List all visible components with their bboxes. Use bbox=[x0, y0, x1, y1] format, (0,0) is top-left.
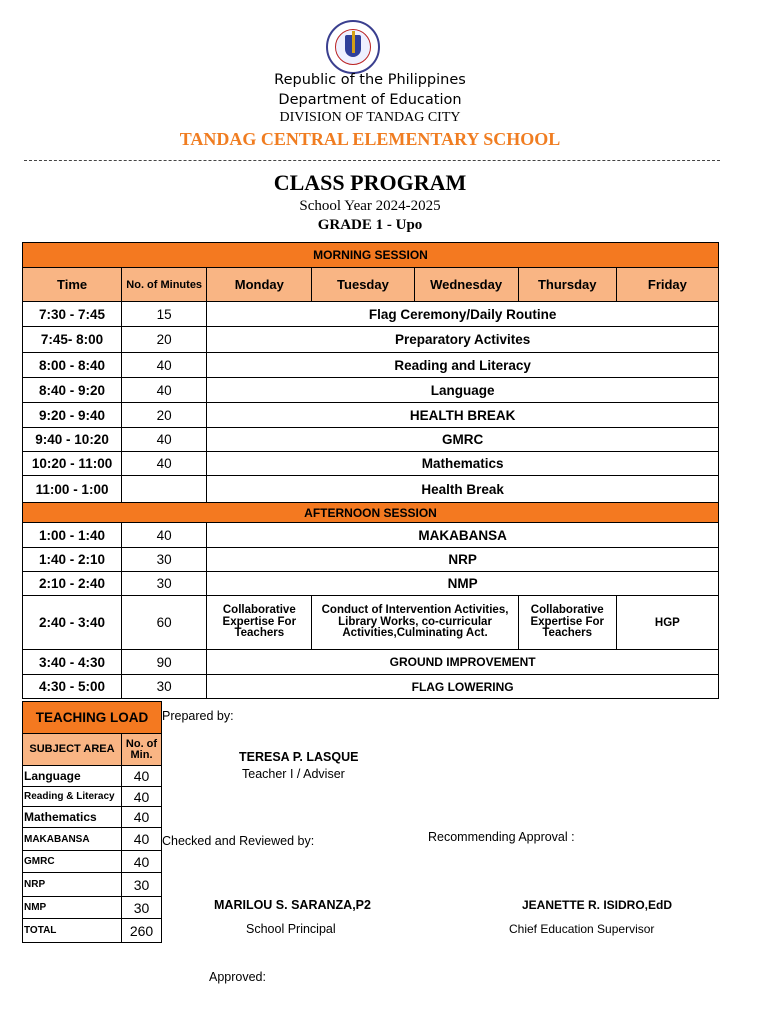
table-row bbox=[23, 572, 719, 596]
table-row bbox=[23, 378, 719, 403]
teaching-load-title: TEACHING LOAD bbox=[23, 702, 162, 734]
subject-cell: Mathematics bbox=[207, 452, 719, 476]
load-minutes: 40 bbox=[122, 851, 162, 873]
load-minutes: 40 bbox=[122, 828, 162, 851]
load-minutes: 40 bbox=[122, 787, 162, 807]
col-tuesday: Tuesday bbox=[312, 268, 414, 302]
time-cell: 9:40 - 10:20 bbox=[23, 428, 122, 452]
load-subject: GMRC bbox=[23, 851, 122, 873]
subject-cell: Preparatory Activites bbox=[207, 327, 719, 353]
subject-cell: NMP bbox=[207, 572, 719, 596]
subject-cell: Reading and Literacy bbox=[207, 353, 719, 378]
table-row bbox=[23, 650, 719, 675]
load-minutes: 40 bbox=[122, 807, 162, 828]
school-name: TANDAG CENTRAL ELEMENTARY SCHOOL bbox=[179, 129, 561, 149]
supervisor-name: JEANETTE R. ISIDRO,EdD bbox=[522, 898, 673, 912]
minutes-cell: 20 bbox=[122, 327, 207, 353]
minutes-cell: 40 bbox=[122, 428, 207, 452]
principal-name: MARILOU S. SARANZA,P2 bbox=[214, 898, 371, 912]
list-item bbox=[23, 873, 162, 897]
minutes-cell: 40 bbox=[122, 353, 207, 378]
table-row bbox=[23, 302, 719, 327]
minutes-cell: 60 bbox=[122, 596, 207, 650]
col-subject-area: SUBJECT AREA bbox=[23, 734, 122, 766]
teacher-name: TERESA P. LASQUE bbox=[239, 750, 359, 764]
col-monday: Monday bbox=[207, 268, 312, 302]
minutes-cell: 90 bbox=[122, 650, 207, 675]
list-item bbox=[23, 851, 162, 873]
minutes-cell: 40 bbox=[122, 452, 207, 476]
load-minutes: 30 bbox=[122, 873, 162, 897]
time-cell: 1:00 - 1:40 bbox=[23, 523, 122, 548]
subject-cell: FLAG LOWERING bbox=[207, 675, 719, 699]
time-cell: 2:10 - 2:40 bbox=[23, 572, 122, 596]
load-subject: Language bbox=[23, 766, 122, 787]
time-cell: 9:20 - 9:40 bbox=[23, 403, 122, 428]
col-no-of-min: No. of Min. bbox=[122, 734, 162, 766]
table-row bbox=[23, 403, 719, 428]
checked-reviewed-label: Checked and Reviewed by: bbox=[162, 834, 315, 848]
republic-line: Republic of the Philippines bbox=[274, 72, 466, 88]
list-item bbox=[23, 828, 162, 851]
minutes-cell: 30 bbox=[122, 572, 207, 596]
load-minutes: 30 bbox=[122, 897, 162, 919]
time-cell: 4:30 - 5:00 bbox=[23, 675, 122, 699]
header-divider bbox=[24, 160, 720, 161]
list-item bbox=[23, 807, 162, 828]
minutes-cell: 15 bbox=[122, 302, 207, 327]
list-item bbox=[23, 919, 162, 943]
time-cell: 7:30 - 7:45 bbox=[23, 302, 122, 327]
minutes-cell: 30 bbox=[122, 675, 207, 699]
class-schedule-table bbox=[22, 242, 719, 699]
recommending-approval-label: Recommending Approval : bbox=[428, 830, 575, 844]
time-cell: 11:00 - 1:00 bbox=[23, 476, 122, 503]
col-time: Time bbox=[23, 268, 122, 302]
col-thursday: Thursday bbox=[518, 268, 616, 302]
time-cell: 3:40 - 4:30 bbox=[23, 650, 122, 675]
table-row bbox=[23, 548, 719, 572]
table-row bbox=[23, 428, 719, 452]
minutes-cell: 40 bbox=[122, 378, 207, 403]
minutes-cell: 30 bbox=[122, 548, 207, 572]
time-cell: 7:45- 8:00 bbox=[23, 327, 122, 353]
subject-cell: NRP bbox=[207, 548, 719, 572]
minutes-cell: 20 bbox=[122, 403, 207, 428]
seal-torch-icon bbox=[352, 31, 355, 53]
subject-cell: Flag Ceremony/Daily Routine bbox=[207, 302, 719, 327]
principal-title: School Principal bbox=[246, 922, 336, 936]
load-subject: Mathematics bbox=[23, 807, 122, 828]
approved-label: Approved: bbox=[209, 970, 266, 984]
table-row bbox=[23, 452, 719, 476]
minutes-cell: 40 bbox=[122, 523, 207, 548]
load-total-minutes: 260 bbox=[122, 919, 162, 943]
table-row bbox=[23, 327, 719, 353]
subject-cell: HEALTH BREAK bbox=[207, 403, 719, 428]
list-item bbox=[23, 787, 162, 807]
tue-wed-activity-cell: Conduct of Intervention Activities, Library Works, co-curricular Activities,Culminating Act. bbox=[312, 596, 518, 650]
deped-seal bbox=[326, 20, 380, 74]
load-total-label: TOTAL bbox=[23, 919, 122, 943]
afternoon-session-header: AFTERNOON SESSION bbox=[23, 503, 719, 523]
time-cell: 2:40 - 3:40 bbox=[23, 596, 122, 650]
col-minutes: No. of Minutes bbox=[122, 268, 207, 302]
subject-cell: Language bbox=[207, 378, 719, 403]
load-subject: NRP bbox=[23, 873, 122, 897]
monday-activity-cell: Collaborative Expertise For Teachers bbox=[207, 596, 312, 650]
time-cell: 8:00 - 8:40 bbox=[23, 353, 122, 378]
school-year: School Year 2024-2025 bbox=[299, 198, 441, 214]
teaching-load-table bbox=[22, 701, 162, 943]
table-row bbox=[23, 596, 719, 650]
table-row bbox=[23, 476, 719, 503]
prepared-by-label: Prepared by: bbox=[162, 709, 234, 723]
subject-cell: MAKABANSA bbox=[207, 523, 719, 548]
time-cell: 8:40 - 9:20 bbox=[23, 378, 122, 403]
load-minutes: 40 bbox=[122, 766, 162, 787]
list-item bbox=[23, 897, 162, 919]
page-title: CLASS PROGRAM bbox=[273, 170, 467, 195]
grade-section: GRADE 1 - Upo bbox=[317, 217, 423, 233]
department-line: Department of Education bbox=[278, 92, 462, 108]
table-row bbox=[23, 523, 719, 548]
table-row bbox=[23, 675, 719, 699]
time-cell: 1:40 - 2:10 bbox=[23, 548, 122, 572]
load-subject: NMP bbox=[23, 897, 122, 919]
col-wednesday: Wednesday bbox=[414, 268, 518, 302]
morning-session-header: MORNING SESSION bbox=[23, 243, 719, 268]
division-line: DIVISION OF TANDAG CITY bbox=[279, 110, 461, 125]
minutes-cell bbox=[122, 476, 207, 503]
subject-cell: Health Break bbox=[207, 476, 719, 503]
supervisor-title: Chief Education Supervisor bbox=[509, 922, 655, 936]
time-cell: 10:20 - 11:00 bbox=[23, 452, 122, 476]
load-subject: MAKABANSA bbox=[23, 828, 122, 851]
subject-cell: GROUND IMPROVEMENT bbox=[207, 650, 719, 675]
load-subject: Reading & Literacy bbox=[23, 787, 122, 807]
friday-activity-cell: HGP bbox=[616, 596, 718, 650]
teacher-title: Teacher I / Adviser bbox=[242, 767, 345, 781]
col-friday: Friday bbox=[616, 268, 718, 302]
subject-cell: GMRC bbox=[207, 428, 719, 452]
table-row bbox=[23, 353, 719, 378]
list-item bbox=[23, 766, 162, 787]
thursday-activity-cell: Collaborative Expertise For Teachers bbox=[518, 596, 616, 650]
